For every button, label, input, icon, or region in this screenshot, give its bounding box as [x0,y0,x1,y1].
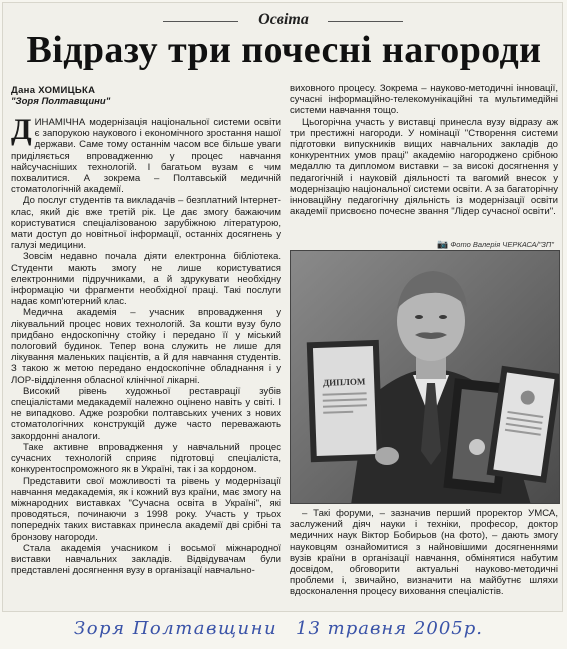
author-name: Дана ХОМИЦЬКА [11,85,96,96]
paragraph: До послуг студентів та викладачів – безплатний Інтернет-клас, який діє вже третій рік. Це дає змогу бажаючим користуватися спеціалізованою зарубіжною літературою, мати доступ до новітньої інформації, останніх досягнень у галузі медицини. [11,195,281,252]
photo-diploma-label: ДИПЛОМ [322,376,366,388]
drop-cap: Д [11,113,32,146]
handwritten-date: 13 травня 2005р. [296,618,483,639]
paragraph: – Такі форуми, – зазначив перший проректор УМСА, заслужений діяч науки і техніки, професор, доктор медичних наук Віктор Бобирьов (на фото), – дають змогу науковцям ознайомитися з найновішими досягненнями вузів країни в організації навчання, обмінятися набутим досвідом, обговорити актуальні науково-методичні проблеми і, звичайно, визначити на майбутнє шляхи вдосконалення процесу виховання спеціалістів. [290,508,558,598]
paragraph: виховного процесу. Зокрема – науково-методичні інновації, сучасні інформаційно-телекомунікаційні та мультимедійні системи навчання тощо. [290,83,558,117]
paragraph: Стала академія учасником і восьмої міжнародної виставки навчальних закладів. Відвідувачам були представлені досягнення вузу в організації навчально- [11,542,281,577]
rubric: Освіта [258,11,309,28]
paragraph-text: ИНАМІЧНА модернізація національної системи освіти є запорукою наукового і економічного зростання нашої держави. Саме тому останнім часом все більше уваги приділяється впровадженню у процес навчання найсучасніших технологій. І багатьом вузам є чим похвалитися. А зокрема – Полтавській медичній стоматологічній академії. [11,117,281,196]
photo-credit-text: Фото Валерія ЧЕРКАСА/"ЗП" [450,240,554,249]
photo-credit [437,239,554,250]
article-column-2 [290,83,558,217]
author-paper: "Зоря Полтавщини" [11,96,111,107]
handwritten-note [0,612,567,649]
paragraph: Високий рівень художньої реставрації зубів спеціалістами медакадемії належно оцінено навіть у світі. І не випадково. Адже розробки полтавських учених з нових стоматологічних конструкцій дуже часто переважають закордонні аналоги. [11,385,281,442]
paragraph: Зовсім недавно почала діяти електронна бібліотека. Студенти мають змогу не лише користуватися електронними підручниками, а й здрукувати необхідну інформацію чи фрагменти необхідної праці. Такі послуги надає комп'ютерний клас. [11,251,281,308]
paragraph: Медична академія – учасник впровадження у лікувальний процес нових технологій. За кошти вузу було придбано ендоскопічну стойку і передано її у міський пологовий будинок. Тепер вона служить не лише для лікування маленьких пацієнтів, а й для навчання студентів. З такою ж метою передано ендоскопічне обладнання і у ЛОР-відділення обласної клінічної лікарні. [11,307,281,386]
paragraph: Представити свої можливості та рівень у модернізації навчання медакадемія, як і кожний вуз країни, має змогу на міжнародних виставках "Сучасна освіта в Україні", які проводяться, починаючи з 1998 року. Участь у трьох попередніх таких виставках принесла академії дві срібні та бронзову нагороди. [11,475,281,543]
paragraph: Таке активне впровадження у навчальний процес сучасних технологій сприяє підготовці спеціаліста, конкурентоспроможного як в Україні, так і за кордоном. [11,441,281,476]
photo-caption [290,508,558,598]
byline [11,85,110,107]
photo-illustration [291,251,560,504]
photo-professor-with-awards [290,250,560,504]
rubric-rule-right [328,21,403,22]
article-column-1 [11,113,281,577]
paragraph: Цьогорічна участь у виставці принесла вузу відразу аж три престижні нагороди. У номінації "Створення системи підготовки випускників вищих навчальних закладів до конкурентних умов праці" академію нагороджено срібною медаллю та дипломом виставки – за високі досягнення у педагогічній і науковій діяльності та вагомий внесок у модернізацію національної системи освіти. А за багаторічну інноваційну педагогічну діяльність із модернізації освіти академії присвоєно почесне звання "Лідер сучасної освіти". [290,116,558,218]
headline: Відразу три почесні нагороди [26,29,542,71]
newspaper-clipping [2,2,563,612]
handwritten-paper-name: Зоря Полтавщини [74,618,278,639]
camera-icon: 📷 [437,239,449,249]
paragraph [11,113,281,196]
